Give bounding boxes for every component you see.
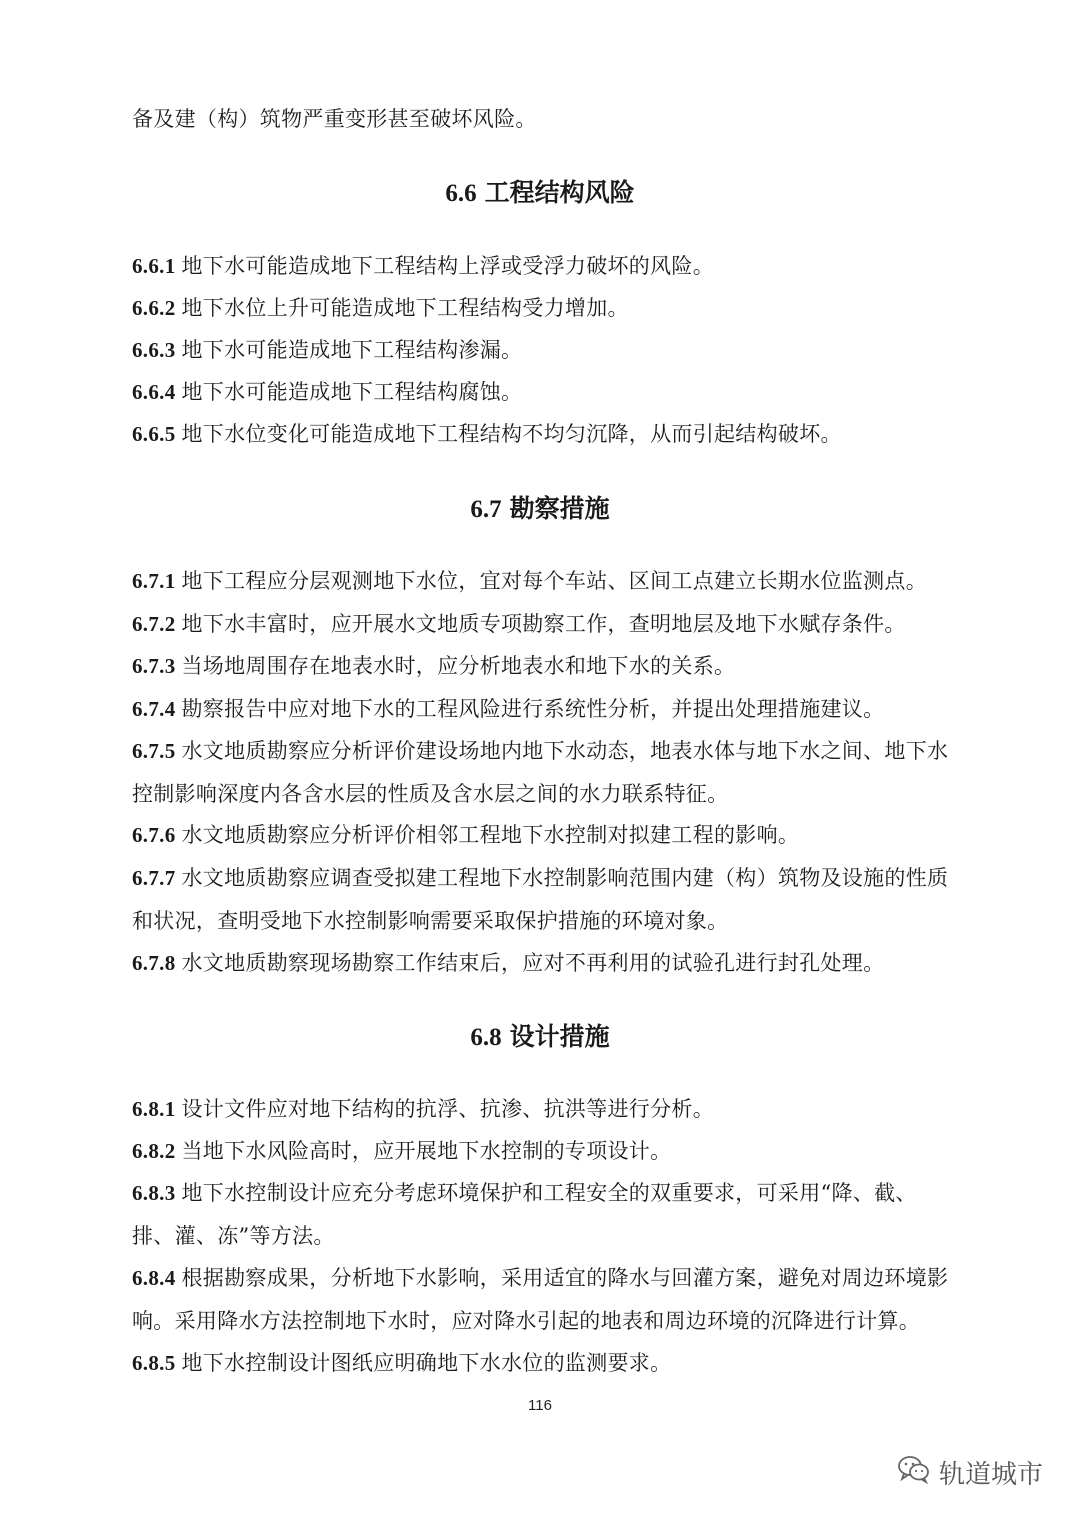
clause-6-7-5: 6.7.5 水文地质勘察应分析评价建设场地内地下水动态，地表水体与地下水之间、地下水控制影响深度内各含水层的性质及含水层之间的水力联系特征。 (132, 739, 949, 806)
watermark (897, 1452, 1043, 1492)
clause-6-7-7: 6.7.7 水文地质勘察应调查受拟建工程地下水控制影响范围内建（构）筑物及设施的性质和状况，查明受地下水控制影响需要采取保护措施的环境对象。 (132, 866, 949, 933)
clause-6-7-8: 6.7.8 水文地质勘察现场勘察工作结束后，应对不再利用的试验孔进行封孔处理。 (132, 951, 885, 975)
clause-6-6-1: 6.6.1 地下水可能造成地下工程结构上浮或受浮力破坏的风险。 (132, 254, 714, 278)
clause-6-8-2: 6.8.2 当地下水风险高时，应开展地下水控制的专项设计。 (132, 1139, 672, 1163)
section-heading-6-8: 6.8 设计措施 (470, 1022, 610, 1051)
clause-6-7-6: 6.7.6 水文地质勘察应分析评价相邻工程地下水控制对拟建工程的影响。 (132, 823, 800, 847)
clause-6-7-2: 6.7.2 地下水丰富时，应开展水文地质专项勘察工作，查明地层及地下水赋存条件。 (132, 612, 906, 636)
clause-6-8-1: 6.8.1 设计文件应对地下结构的抗浮、抗渗、抗洪等进行分析。 (132, 1097, 714, 1121)
intro-line: 备及建（构）筑物严重变形甚至破坏风险。 (132, 107, 537, 131)
clause-6-6-2: 6.6.2 地下水位上升可能造成地下工程结构受力增加。 (132, 296, 629, 320)
clause-6-7-3: 6.7.3 当场地周围存在地表水时，应分析地表水和地下水的关系。 (132, 654, 736, 678)
clause-6-6-5: 6.6.5 地下水位变化可能造成地下工程结构不均匀沉降，从而引起结构破坏。 (132, 422, 842, 446)
clause-6-8-3: 6.8.3 地下水控制设计应充分考虑环境保护和工程安全的双重要求，可采用“降、截、排、灌、冻”等方法。 (132, 1181, 917, 1248)
wechat-icon (897, 1454, 931, 1491)
clause-6-6-4: 6.6.4 地下水可能造成地下工程结构腐蚀。 (132, 380, 523, 404)
page-number: 116 (528, 1397, 552, 1414)
section-heading-6-7: 6.7 勘察措施 (470, 494, 610, 523)
watermark-text: 轨道城市 (939, 1459, 1044, 1490)
clause-6-6-3: 6.6.3 地下水可能造成地下工程结构渗漏。 (132, 338, 523, 362)
clause-6-8-4: 6.8.4 根据勘察成果，分析地下水影响，采用适宜的降水与回灌方案，避免对周边环境影响。采用降水方法控制地下水时，应对降水引起的地表和周边环境的沉降进行计算。 (132, 1266, 949, 1333)
clause-6-7-1: 6.7.1 地下工程应分层观测地下水位，宜对每个车站、区间工点建立长期水位监测点。 (132, 569, 927, 593)
clause-6-8-5: 6.8.5 地下水控制设计图纸应明确地下水水位的监测要求。 (132, 1351, 672, 1375)
section-heading-6-6: 6.6 工程结构风险 (445, 178, 635, 207)
clause-6-7-4: 6.7.4 勘察报告中应对地下水的工程风险进行系统性分析，并提出处理措施建议。 (132, 697, 885, 721)
